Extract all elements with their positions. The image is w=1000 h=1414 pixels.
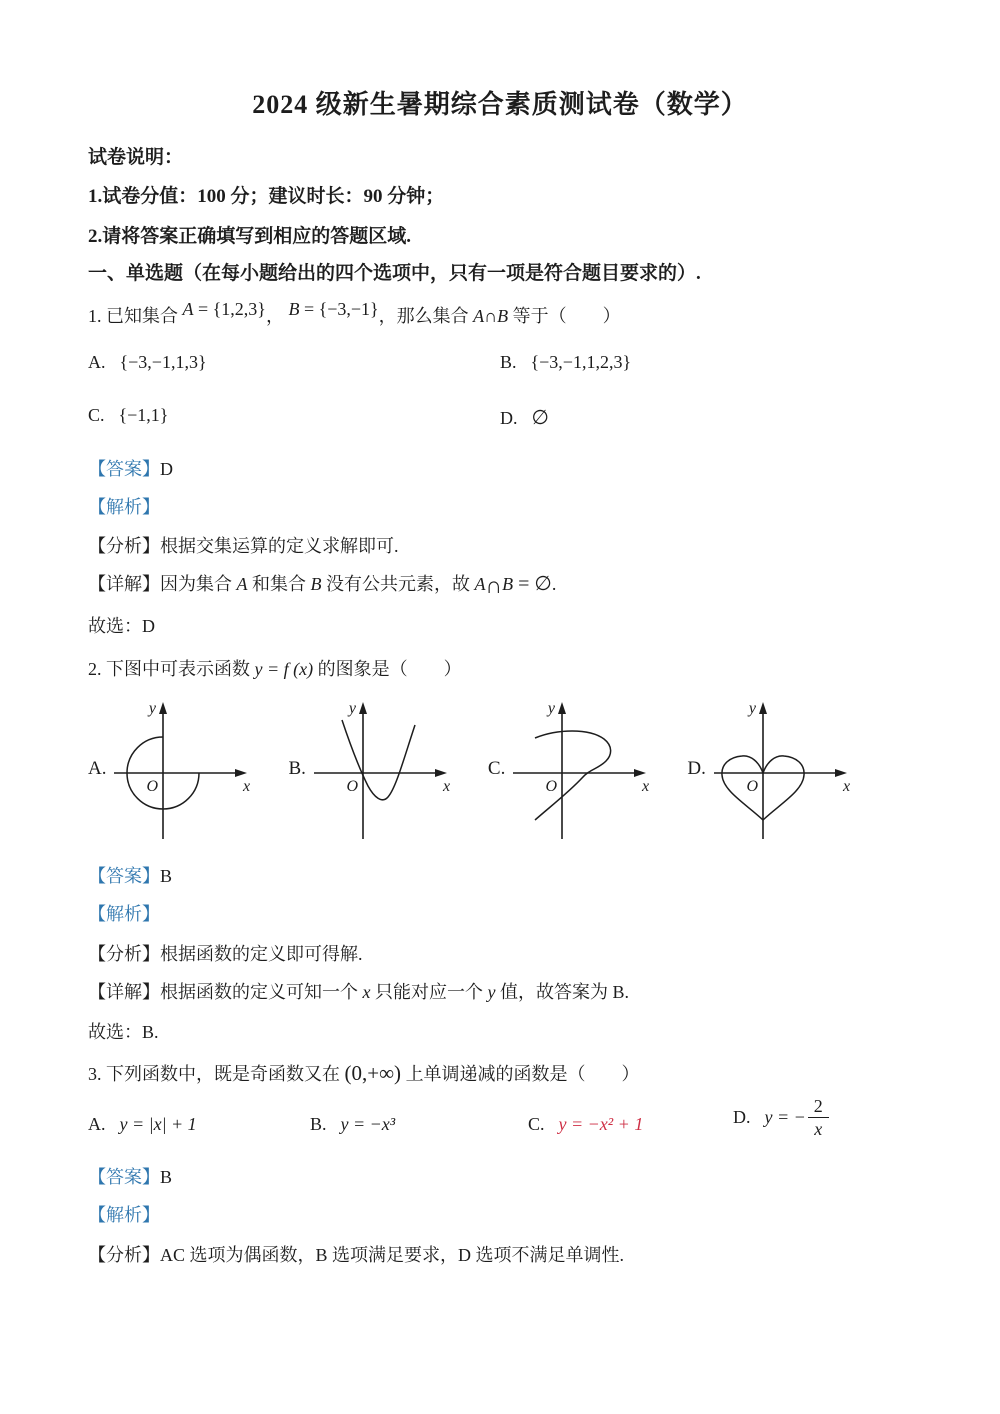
q2-guxuan-line: 故选：B. bbox=[88, 1022, 159, 1042]
option-label: C. bbox=[528, 1114, 545, 1134]
q2-answer-line bbox=[88, 862, 172, 888]
option-value: ∅ bbox=[531, 407, 549, 429]
option-label: A. bbox=[88, 352, 106, 372]
option-label: D. bbox=[500, 408, 518, 428]
q3-answer-line bbox=[88, 1163, 172, 1189]
origin-label: O bbox=[346, 778, 358, 795]
graph-d-plot bbox=[708, 698, 858, 846]
sideways-curve bbox=[535, 731, 611, 820]
question-3-text-1: 下列函数中，既是奇函数又在 bbox=[106, 1064, 340, 1084]
option-d-prefix: y = − bbox=[764, 1107, 806, 1127]
answer-value: D bbox=[160, 459, 173, 479]
comma: ， bbox=[265, 306, 284, 326]
option-label: A. bbox=[88, 1114, 106, 1134]
y-axis-arrow-icon bbox=[558, 702, 566, 714]
fenxi-text: 根据函数的定义即可得解. bbox=[160, 944, 363, 964]
y-axis-label: y bbox=[748, 700, 756, 717]
question-2-text-1: 下图中可表示函数 bbox=[106, 659, 250, 679]
x-axis-label: x bbox=[442, 778, 451, 795]
xiangjie-marker: 【详解】 bbox=[88, 982, 160, 1002]
question-1-text-2: ，那么集合 bbox=[378, 306, 469, 326]
q3-option-c bbox=[528, 1114, 643, 1135]
q1-fenxi-line bbox=[88, 532, 399, 558]
x-axis-arrow-icon bbox=[835, 769, 847, 777]
xiangjie-marker: 【详解】 bbox=[88, 574, 160, 594]
big-intersection-symbol: ∩ bbox=[485, 573, 503, 598]
option-value: y = |x| + 1 bbox=[119, 1114, 197, 1134]
x-axis-label: x bbox=[842, 778, 850, 795]
graph-a-plot bbox=[108, 698, 258, 846]
option-value: {−3,−1,1,3} bbox=[119, 352, 207, 372]
fenxi-text: AC 选项为偶函数，B 选项满足要求，D 选项不满足单调性. bbox=[160, 1245, 625, 1265]
x-axis-arrow-icon bbox=[634, 769, 646, 777]
question-2-stem bbox=[88, 655, 462, 681]
q2-jiexi-marker: 【解析】 bbox=[88, 904, 160, 924]
x-axis-arrow-icon bbox=[435, 769, 447, 777]
x-axis-arrow-icon bbox=[235, 769, 247, 777]
q2-xiangjie-line: 【详解】根据函数的定义可知一个 x 只能对应一个 y 值，故答案为 B. bbox=[88, 982, 630, 1002]
q1-guxuan-line: 故选：D bbox=[88, 616, 155, 636]
q2-graph-a bbox=[88, 698, 258, 846]
fraction-numerator: 2 bbox=[813, 1096, 823, 1116]
fenxi-text: 根据交集运算的定义求解即可. bbox=[160, 536, 399, 556]
interval-expression: (0,+∞) bbox=[344, 1061, 402, 1085]
q2-fenxi-line bbox=[88, 940, 363, 966]
instruction-line-2: 2.请将答案正确填写到相应的答题区域. bbox=[88, 226, 412, 247]
y-axis-label: y bbox=[548, 700, 556, 717]
section-heading: 一、单选题（在每小题给出的四个选项中，只有一项是符合题目要求的）. bbox=[88, 263, 701, 284]
q3-option-b bbox=[310, 1114, 395, 1135]
fenxi-marker: 【分析】 bbox=[88, 1245, 160, 1265]
function-expression: y = f (x) bbox=[254, 659, 314, 679]
q2-graph-c bbox=[488, 698, 657, 846]
page-title: 2024 级新生暑期综合素质测试卷（数学） bbox=[252, 90, 748, 119]
graph-c-plot bbox=[507, 698, 657, 846]
fraction bbox=[808, 1096, 829, 1139]
option-value: {−1,1} bbox=[118, 405, 169, 425]
graph-d-label: D. bbox=[687, 758, 706, 779]
question-2-number: 2. bbox=[88, 659, 102, 679]
origin-label: O bbox=[545, 778, 558, 795]
y-axis-arrow-icon bbox=[159, 702, 167, 714]
answer-value: B bbox=[160, 866, 173, 886]
question-2-text-2: 的图象是（ ） bbox=[317, 659, 462, 679]
q1-option-a bbox=[88, 352, 207, 373]
answer-marker: 【答案】 bbox=[88, 866, 160, 886]
fenxi-marker: 【分析】 bbox=[88, 536, 160, 556]
q1-xiangjie-line: 【详解】因为集合 A 和集合 B 没有公共元素，故 A∩B = ∅. bbox=[88, 573, 557, 598]
q2-graph-b bbox=[288, 698, 457, 846]
question-1-text-1: 已知集合 bbox=[106, 306, 178, 326]
option-label: B. bbox=[500, 352, 517, 372]
origin-label: O bbox=[746, 778, 758, 795]
option-label: B. bbox=[310, 1114, 327, 1134]
question-1-number: 1. bbox=[88, 306, 102, 326]
question-3-stem bbox=[88, 1060, 640, 1086]
y-axis-arrow-icon bbox=[759, 702, 767, 714]
option-label: D. bbox=[733, 1107, 751, 1127]
graph-c-label: C. bbox=[487, 758, 506, 779]
fraction-denominator: x bbox=[808, 1117, 829, 1139]
graph-b-plot bbox=[308, 698, 458, 846]
option-value: {−3,−1,1,2,3} bbox=[530, 352, 632, 372]
answer-value: B bbox=[160, 1167, 173, 1187]
q3-jiexi-marker: 【解析】 bbox=[88, 1205, 160, 1225]
question-3-text-2: 上单调递减的函数是（ ） bbox=[405, 1064, 640, 1084]
graph-b-label: B. bbox=[288, 758, 306, 779]
answer-marker: 【答案】 bbox=[88, 459, 160, 479]
instruction-line-1: 1.试卷分值：100 分；建议时长：90 分钟； bbox=[88, 186, 445, 207]
exam-instructions-heading: 试卷说明： bbox=[88, 147, 184, 168]
q3-fenxi-line bbox=[88, 1241, 624, 1267]
x-axis-label: x bbox=[642, 778, 650, 795]
q2-graphs-row bbox=[88, 698, 858, 846]
origin-label: O bbox=[146, 778, 159, 795]
question-1-text-3: 等于（ ） bbox=[512, 306, 621, 326]
fenxi-marker: 【分析】 bbox=[88, 944, 160, 964]
q3-option-a bbox=[88, 1114, 197, 1135]
y-axis-label: y bbox=[348, 700, 356, 717]
y-axis-label: y bbox=[149, 700, 157, 717]
q3-option-d bbox=[733, 1096, 829, 1139]
q1-option-d bbox=[500, 405, 549, 430]
option-value: y = −x³ bbox=[340, 1114, 396, 1134]
intersection-expression: A∩B bbox=[473, 306, 509, 326]
option-label: C. bbox=[88, 405, 105, 425]
question-1-stem bbox=[88, 299, 621, 328]
q1-option-c bbox=[88, 405, 168, 426]
graph-a-label: A. bbox=[88, 758, 107, 779]
question-3-number: 3. bbox=[88, 1064, 102, 1084]
set-b-formula: B = {−3,−1} bbox=[288, 299, 379, 319]
answer-marker: 【答案】 bbox=[88, 1167, 160, 1187]
option-value-red: y = −x² + 1 bbox=[558, 1114, 644, 1134]
x-axis-label: x bbox=[243, 778, 251, 795]
y-axis-arrow-icon bbox=[359, 702, 367, 714]
set-a-formula: A = {1,2,3} bbox=[182, 299, 266, 319]
q1-answer-line bbox=[88, 455, 173, 481]
q1-jiexi-marker: 【解析】 bbox=[88, 497, 160, 517]
q2-graph-d bbox=[687, 698, 857, 846]
q1-option-b bbox=[500, 352, 631, 373]
